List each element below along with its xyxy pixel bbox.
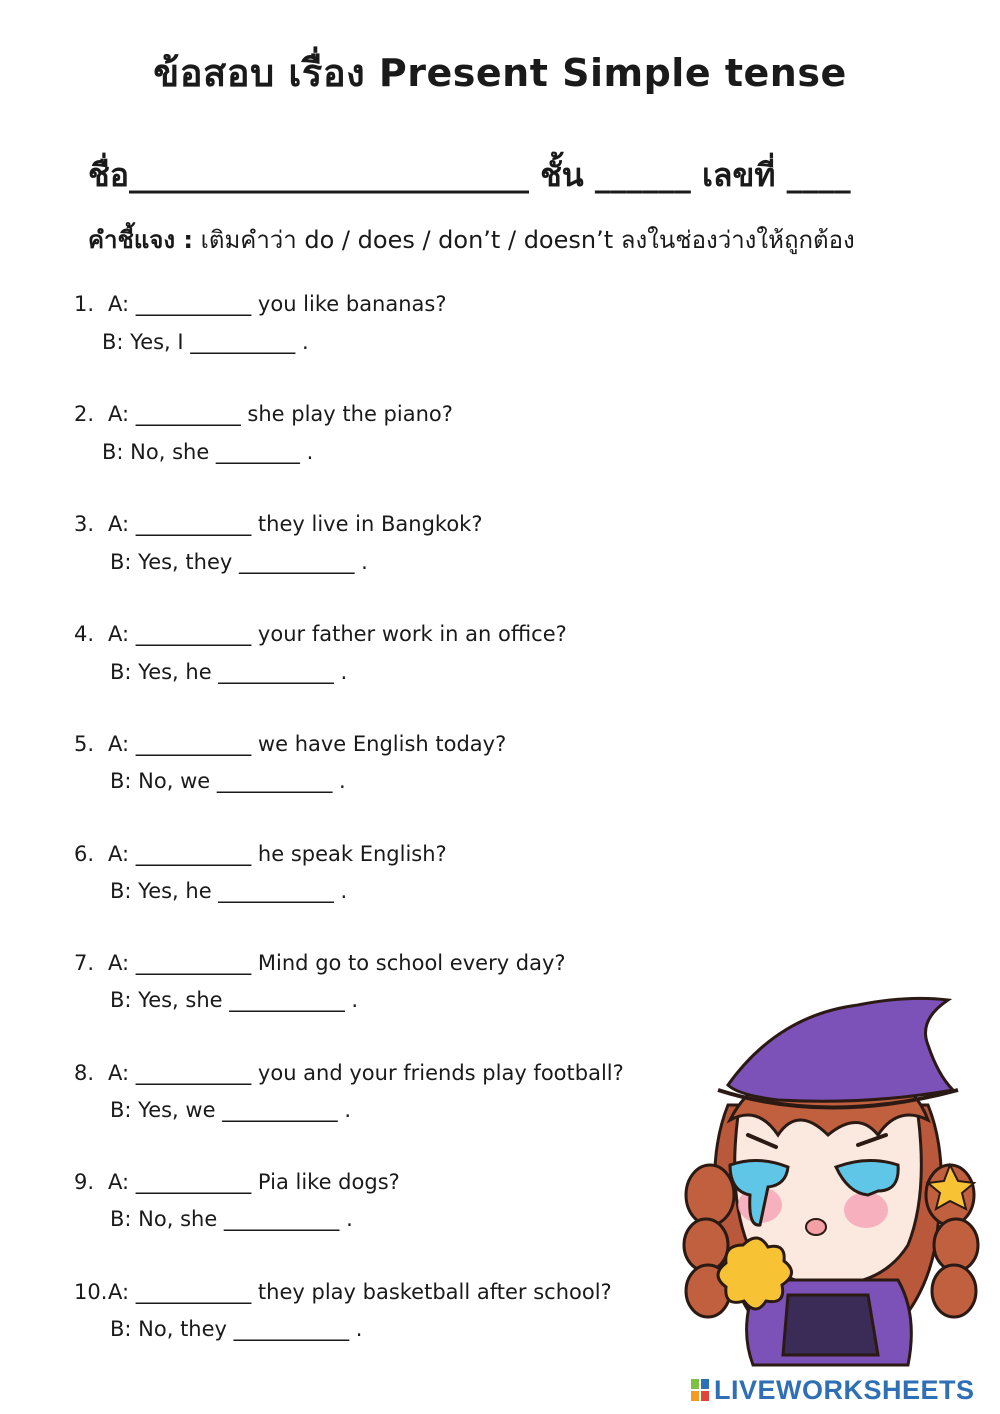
question-6-b: B: Yes, he ___________ . xyxy=(110,879,348,903)
instructions-text: เติมคำว่า do / does / don’t / doesn’t ลงในช่องว่างให้ถูกต้อง xyxy=(193,226,855,254)
question-1-a xyxy=(74,292,447,316)
question-2-b: B: No, she ________ . xyxy=(102,440,314,464)
question-number: 6. xyxy=(74,842,95,866)
question-1-b: B: Yes, I __________ . xyxy=(102,330,309,354)
question-9-a xyxy=(74,1170,400,1194)
student-info-line: ชื่อ_________________________ ชั้น ______ เลขที่ ____ xyxy=(88,156,851,194)
liveworksheets-logo-icon xyxy=(690,1377,710,1403)
question-line-a: A: ___________ you like bananas? xyxy=(108,292,447,316)
question-5-b: B: No, we ___________ . xyxy=(110,769,346,793)
question-10-a xyxy=(74,1280,612,1304)
witch-girl-illustration xyxy=(668,995,988,1375)
question-number: 2. xyxy=(74,402,95,426)
question-3-b: B: Yes, they ___________ . xyxy=(110,550,368,574)
question-line-a: A: ___________ we have English today? xyxy=(108,732,507,756)
question-line-a: A: ___________ he speak English? xyxy=(108,842,447,866)
question-number: 4. xyxy=(74,622,95,646)
question-number: 7. xyxy=(74,951,95,975)
question-3-a xyxy=(74,512,482,536)
instructions xyxy=(88,220,948,259)
question-5-a xyxy=(74,732,506,756)
instructions-label: คำชี้แจง : xyxy=(88,226,194,254)
question-10-b: B: No, they ___________ . xyxy=(110,1317,363,1341)
question-4-a xyxy=(74,622,567,646)
question-number: 8. xyxy=(74,1061,95,1085)
question-line-a: A: ___________ your father work in an office? xyxy=(108,622,567,646)
question-8-b: B: Yes, we ___________ . xyxy=(110,1098,352,1122)
question-number: 1. xyxy=(74,292,95,316)
footer-brand: LIVEWORKSHEETS xyxy=(714,1374,975,1405)
question-number: 5. xyxy=(74,732,95,756)
question-4-b: B: Yes, he ___________ . xyxy=(110,660,348,684)
question-line-a: A: ___________ they play basketball after school? xyxy=(108,1280,612,1304)
footer-logo xyxy=(690,1372,975,1408)
question-line-a: A: ___________ they live in Bangkok? xyxy=(108,512,483,536)
question-line-a: A: ___________ Mind go to school every day? xyxy=(108,951,566,975)
question-line-a: A: ___________ you and your friends play football? xyxy=(108,1061,624,1085)
question-8-a xyxy=(74,1061,624,1085)
worksheet-title: ข้อสอบ เรื่อง Present Simple tense xyxy=(153,51,847,95)
question-number: 9. xyxy=(74,1170,95,1194)
question-7-b: B: Yes, she ___________ . xyxy=(110,988,359,1012)
question-2-a xyxy=(74,402,453,426)
question-line-a: A: __________ she play the piano? xyxy=(108,402,453,426)
question-7-a xyxy=(74,951,566,975)
question-6-a xyxy=(74,842,447,866)
question-line-a: A: ___________ Pia like dogs? xyxy=(108,1170,400,1194)
question-number: 10. xyxy=(74,1280,108,1304)
question-9-b: B: No, she ___________ . xyxy=(110,1207,353,1231)
question-number: 3. xyxy=(74,512,95,536)
